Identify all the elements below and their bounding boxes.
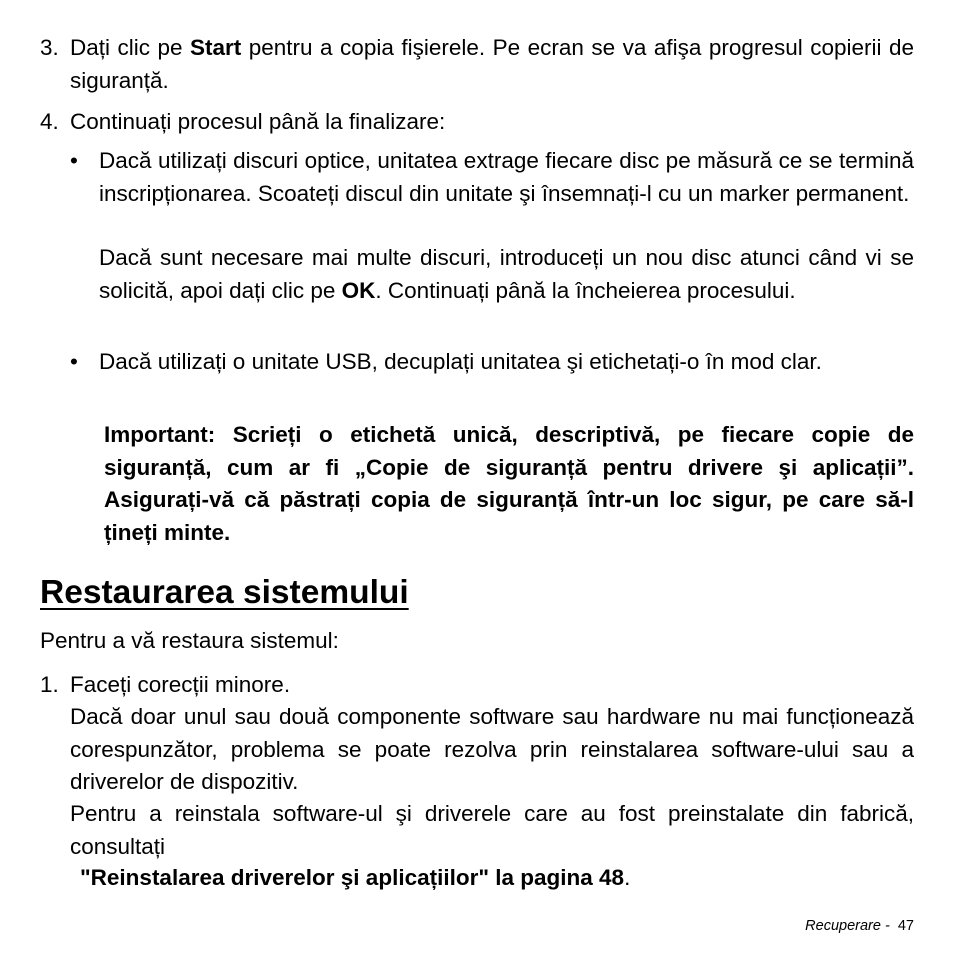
cross-reference: "Reinstalarea driverelor şi aplicațiilor" la pagina 48. — [80, 865, 631, 890]
step-1-title: Faceți corecții minore. — [70, 672, 291, 697]
step-1-paragraph-2: Pentru a reinstala software-ul şi driverele care au fost preinstalate din fabrică, consultați — [70, 801, 914, 859]
step-4-text: Continuați procesul până la finalizare: — [70, 109, 446, 134]
step-3-number: 3. — [40, 35, 59, 60]
ok-label: OK — [341, 277, 376, 303]
step-3-text: Dați clic pe Start pentru a copia fişierele. Pe ecran se va afişa progresul copierii de siguranță. — [70, 35, 914, 93]
step-1-number: 1. — [40, 672, 59, 697]
section-heading: Restaurarea sistemului — [40, 574, 409, 611]
bullet-1-text: Dacă utilizați discuri optice, unitatea extrage fiecare disc pe măsură ce se termină inscripționarea. Scoateți discul din unitate şi însemnați-l cu un marker permanent. — [99, 148, 914, 206]
footer-section-label: Recuperare - — [805, 918, 890, 934]
bullet-2-text: Dacă utilizați o unitate USB, decuplați unitatea şi etichetați-o în mod clar. — [99, 349, 822, 374]
start-label: Start — [190, 35, 242, 60]
important-note: Important: Scrieți o etichetă unică, descriptivă, pe fiecare copie de siguranță, cum ar fi „Copie de siguranță pentru drivere şi aplicații”. Asigurați-vă că păstrați copia de siguranță într-un loc sigur, pe care să-l țineți minte. — [104, 422, 914, 545]
page-number: 47 — [897, 918, 914, 934]
cross-reference-link[interactable]: "Reinstalarea driverelor şi aplicațiilor" la pagina 48 — [80, 865, 625, 890]
page-footer — [805, 916, 914, 936]
bullet-marker: • — [70, 148, 78, 173]
step-1-paragraph-1: Dacă doar unul sau două componente software sau hardware nu mai funcționează corespunzător, problema se poate rezolva prin reinstalarea software-ului sau a driverelor de dispozitiv. — [70, 704, 914, 794]
bullet-1-paragraph-2: Dacă sunt necesare mai multe discuri, introduceți un nou disc atunci când vi se solicită, apoi dați clic pe OK. Continuați până la încheierea procesului. — [99, 245, 914, 303]
step-4-number: 4. — [40, 109, 59, 134]
intro-text: Pentru a vă restaura sistemul: — [40, 628, 339, 653]
bullet-marker: • — [70, 349, 78, 374]
